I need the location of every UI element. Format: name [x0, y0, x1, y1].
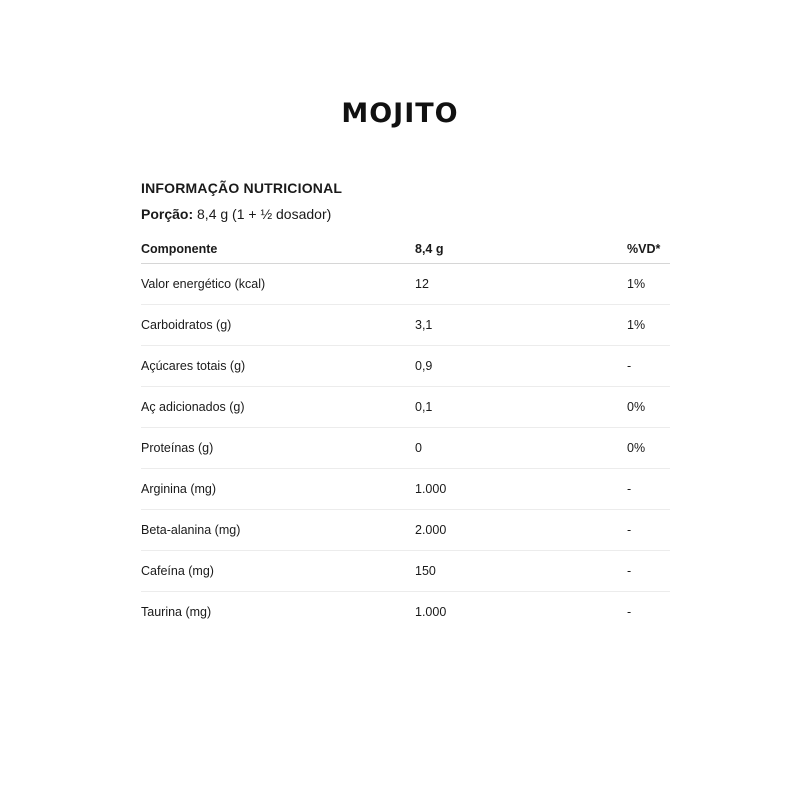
- cell-daily-value: -: [627, 605, 632, 619]
- cell-component: Arginina (mg): [141, 469, 415, 510]
- cell-amount: 1.000: [415, 469, 627, 510]
- cell-amount: 12: [415, 264, 627, 305]
- cell-amount: 0: [415, 428, 627, 469]
- cell-component: Carboidratos (g): [141, 305, 415, 346]
- cell-amount: 3,1: [415, 305, 627, 346]
- nutrition-table: [141, 234, 670, 632]
- cell-daily-value: 1%: [627, 305, 670, 346]
- column-header-component: Componente: [141, 234, 415, 264]
- cell-component: Aç adicionados (g): [141, 387, 415, 428]
- table-row: [141, 510, 670, 551]
- column-header-amount: 8,4 g: [415, 234, 627, 264]
- cell-daily-value: -: [627, 346, 670, 387]
- cell-daily-value: -: [627, 551, 670, 592]
- table-row: [141, 305, 670, 346]
- column-header-daily-value: %VD*: [627, 234, 670, 264]
- cell-daily-value: 1%: [627, 264, 670, 305]
- cell-component: Valor energético (kcal): [141, 264, 415, 305]
- table-row: [141, 428, 670, 469]
- table-header-row: [141, 234, 670, 264]
- table-row: [141, 387, 670, 428]
- cell-daily-value: -: [627, 469, 670, 510]
- nutrition-panel: [141, 180, 670, 632]
- table-row: [141, 592, 670, 633]
- cell-amount: 0,1: [415, 387, 627, 428]
- table-row: [141, 264, 670, 305]
- cell-amount: 150: [415, 551, 627, 592]
- nutrition-heading: INFORMAÇÃO NUTRICIONAL: [141, 180, 343, 196]
- portion-line: [141, 206, 670, 223]
- cell-component: Beta-alanina (mg): [141, 510, 415, 551]
- cell-daily-value: 0%: [627, 387, 670, 428]
- cell-amount: 1.000: [415, 605, 447, 619]
- cell-component: Cafeína (mg): [141, 551, 415, 592]
- portion-label: Porção:: [141, 206, 194, 222]
- cell-component: Proteínas (g): [141, 428, 415, 469]
- cell-component: Taurina (mg): [141, 605, 212, 619]
- cell-daily-value: 0%: [627, 428, 670, 469]
- page-title: MOJITO: [341, 98, 459, 129]
- cell-component: Açúcares totais (g): [141, 346, 415, 387]
- cell-daily-value: -: [627, 510, 670, 551]
- table-row: [141, 551, 670, 592]
- portion-value: 8,4 g (1 + ½ dosador): [197, 206, 332, 222]
- table-row: [141, 469, 670, 510]
- table-row: [141, 346, 670, 387]
- cell-amount: 2.000: [415, 510, 627, 551]
- cell-amount: 0,9: [415, 346, 627, 387]
